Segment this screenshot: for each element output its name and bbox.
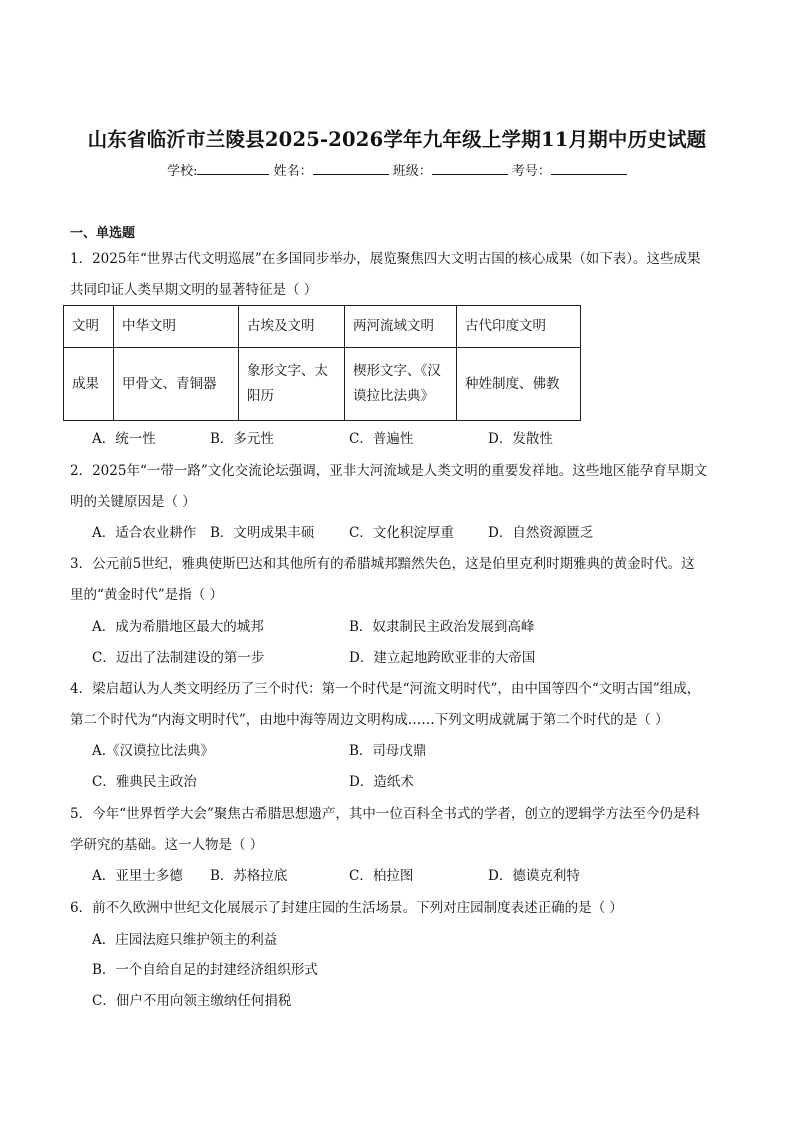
table-cell: 象形文字、太阳历 <box>239 348 345 421</box>
q5-option-a[interactable]: A．亚里士多德 <box>92 868 183 884</box>
q1-line1: 1．2025年“世界古代文明巡展”在多国同步举办，展览聚焦四大文明古国的核心成果（如下表）。这些成果 <box>70 251 701 267</box>
table-cell: 甲骨文、青铜器 <box>114 348 239 421</box>
class-blank[interactable] <box>432 162 508 175</box>
q5-option-c[interactable]: C．柏拉图 <box>349 868 414 884</box>
q2-option-a[interactable]: A．适合农业耕作 <box>92 525 197 541</box>
exam-number-blank[interactable] <box>551 162 627 175</box>
q6-option-c[interactable]: C．佃户不用向领主缴纳任何捐税 <box>92 993 292 1009</box>
name-label: 姓名： <box>273 164 313 179</box>
q3-line1: 3．公元前5世纪，雅典使斯巴达和其他所有的希腊城邦黯然失色，这是伯里克利时期雅典的黄金时代。这 <box>70 556 695 572</box>
q5-option-b[interactable]: B．苏格拉底 <box>210 868 288 884</box>
q6-option-b[interactable]: B．一个自给自足的封建经济组织形式 <box>92 962 318 978</box>
table-header-cell: 古埃及文明 <box>239 306 345 348</box>
table-row <box>64 348 581 421</box>
q1-option-a[interactable]: A．统一性 <box>92 431 156 447</box>
q4-line2: 第二个时代为“内海文明时代”，由地中海等周边文明构成……下列文明成就属于第二个时代的是（ ） <box>70 712 669 728</box>
q1-option-d[interactable]: D．发散性 <box>488 431 553 447</box>
table-header-row <box>64 306 581 348</box>
q3-option-b[interactable]: B．奴隶制民主政治发展到高峰 <box>349 619 535 635</box>
q2-option-c[interactable]: C．文化积淀厚重 <box>349 525 454 541</box>
q4-option-a[interactable]: A.《汉谟拉比法典》 <box>92 743 215 759</box>
table-header-cell: 古代印度文明 <box>457 306 581 348</box>
table-header-cell: 中华文明 <box>114 306 239 348</box>
q5-option-d[interactable]: D．德谟克利特 <box>488 868 580 884</box>
name-blank[interactable] <box>313 162 389 175</box>
table-row-label: 成果 <box>64 348 114 421</box>
student-info-line <box>0 160 794 179</box>
q2-option-d[interactable]: D．自然资源匮乏 <box>488 525 594 541</box>
q3-option-c[interactable]: C．迈出了法制建设的第一步 <box>92 650 265 666</box>
school-blank[interactable] <box>197 162 269 175</box>
table-cell: 楔形文字、《汉谟拉比法典》 <box>345 348 457 421</box>
q2-line1: 2．2025年“一带一路”文化交流论坛强调，亚非大河流域是人类文明的重要发祥地。这些地区能孕育早期文 <box>70 463 708 479</box>
q1-option-b[interactable]: B．多元性 <box>210 431 274 447</box>
table-header-cell: 文明 <box>64 306 114 348</box>
table-header-cell: 两河流域文明 <box>345 306 457 348</box>
q4-option-d[interactable]: D．造纸术 <box>349 774 414 790</box>
section-title: 一、单选题 <box>70 226 136 241</box>
q3-option-a[interactable]: A．成为希腊地区最大的城邦 <box>92 619 264 635</box>
class-label: 班级： <box>392 164 432 179</box>
q6-line1: 6．前不久欧洲中世纪文化展展示了封建庄园的生活场景。下列对庄园制度表述正确的是（ ） <box>70 900 623 916</box>
page-title: 山东省临沂市兰陵县2025-2026学年九年级上学期11月期中历史试题 <box>87 128 707 151</box>
q5-line2: 学研究的基础。这一人物是（ ） <box>70 837 264 853</box>
q1-line2: 共同印证人类早期文明的显著特征是（ ） <box>70 282 318 298</box>
q1-option-c[interactable]: C．普遍性 <box>349 431 414 447</box>
q6-option-a[interactable]: A．庄园法庭只维护领主的利益 <box>92 932 278 948</box>
exam-number-label: 考号： <box>511 164 551 179</box>
q3-option-d[interactable]: D．建立起地跨欧亚非的大帝国 <box>349 650 536 666</box>
q4-option-c[interactable]: C．雅典民主政治 <box>92 774 197 790</box>
civilization-table <box>63 305 581 421</box>
q2-option-b[interactable]: B．文明成果丰硕 <box>210 525 315 541</box>
school-label: 学校: <box>167 164 198 179</box>
q4-option-b[interactable]: B．司母戊鼎 <box>349 743 427 759</box>
q3-line2: 里的“黄金时代”是指（ ） <box>70 587 224 603</box>
q5-line1: 5．今年“世界哲学大会”聚焦古希腊思想遗产，其中一位百科全书式的学者，创立的逻辑学方法至今仍是科 <box>70 806 700 822</box>
table-cell: 种姓制度、佛教 <box>457 348 581 421</box>
q4-line1: 4．梁启超认为人类文明经历了三个时代：第一个时代是“河流文明时代”，由中国等四个“文明古国”组成， <box>70 681 701 697</box>
q2-line2: 明的关键原因是（ ） <box>70 494 196 510</box>
